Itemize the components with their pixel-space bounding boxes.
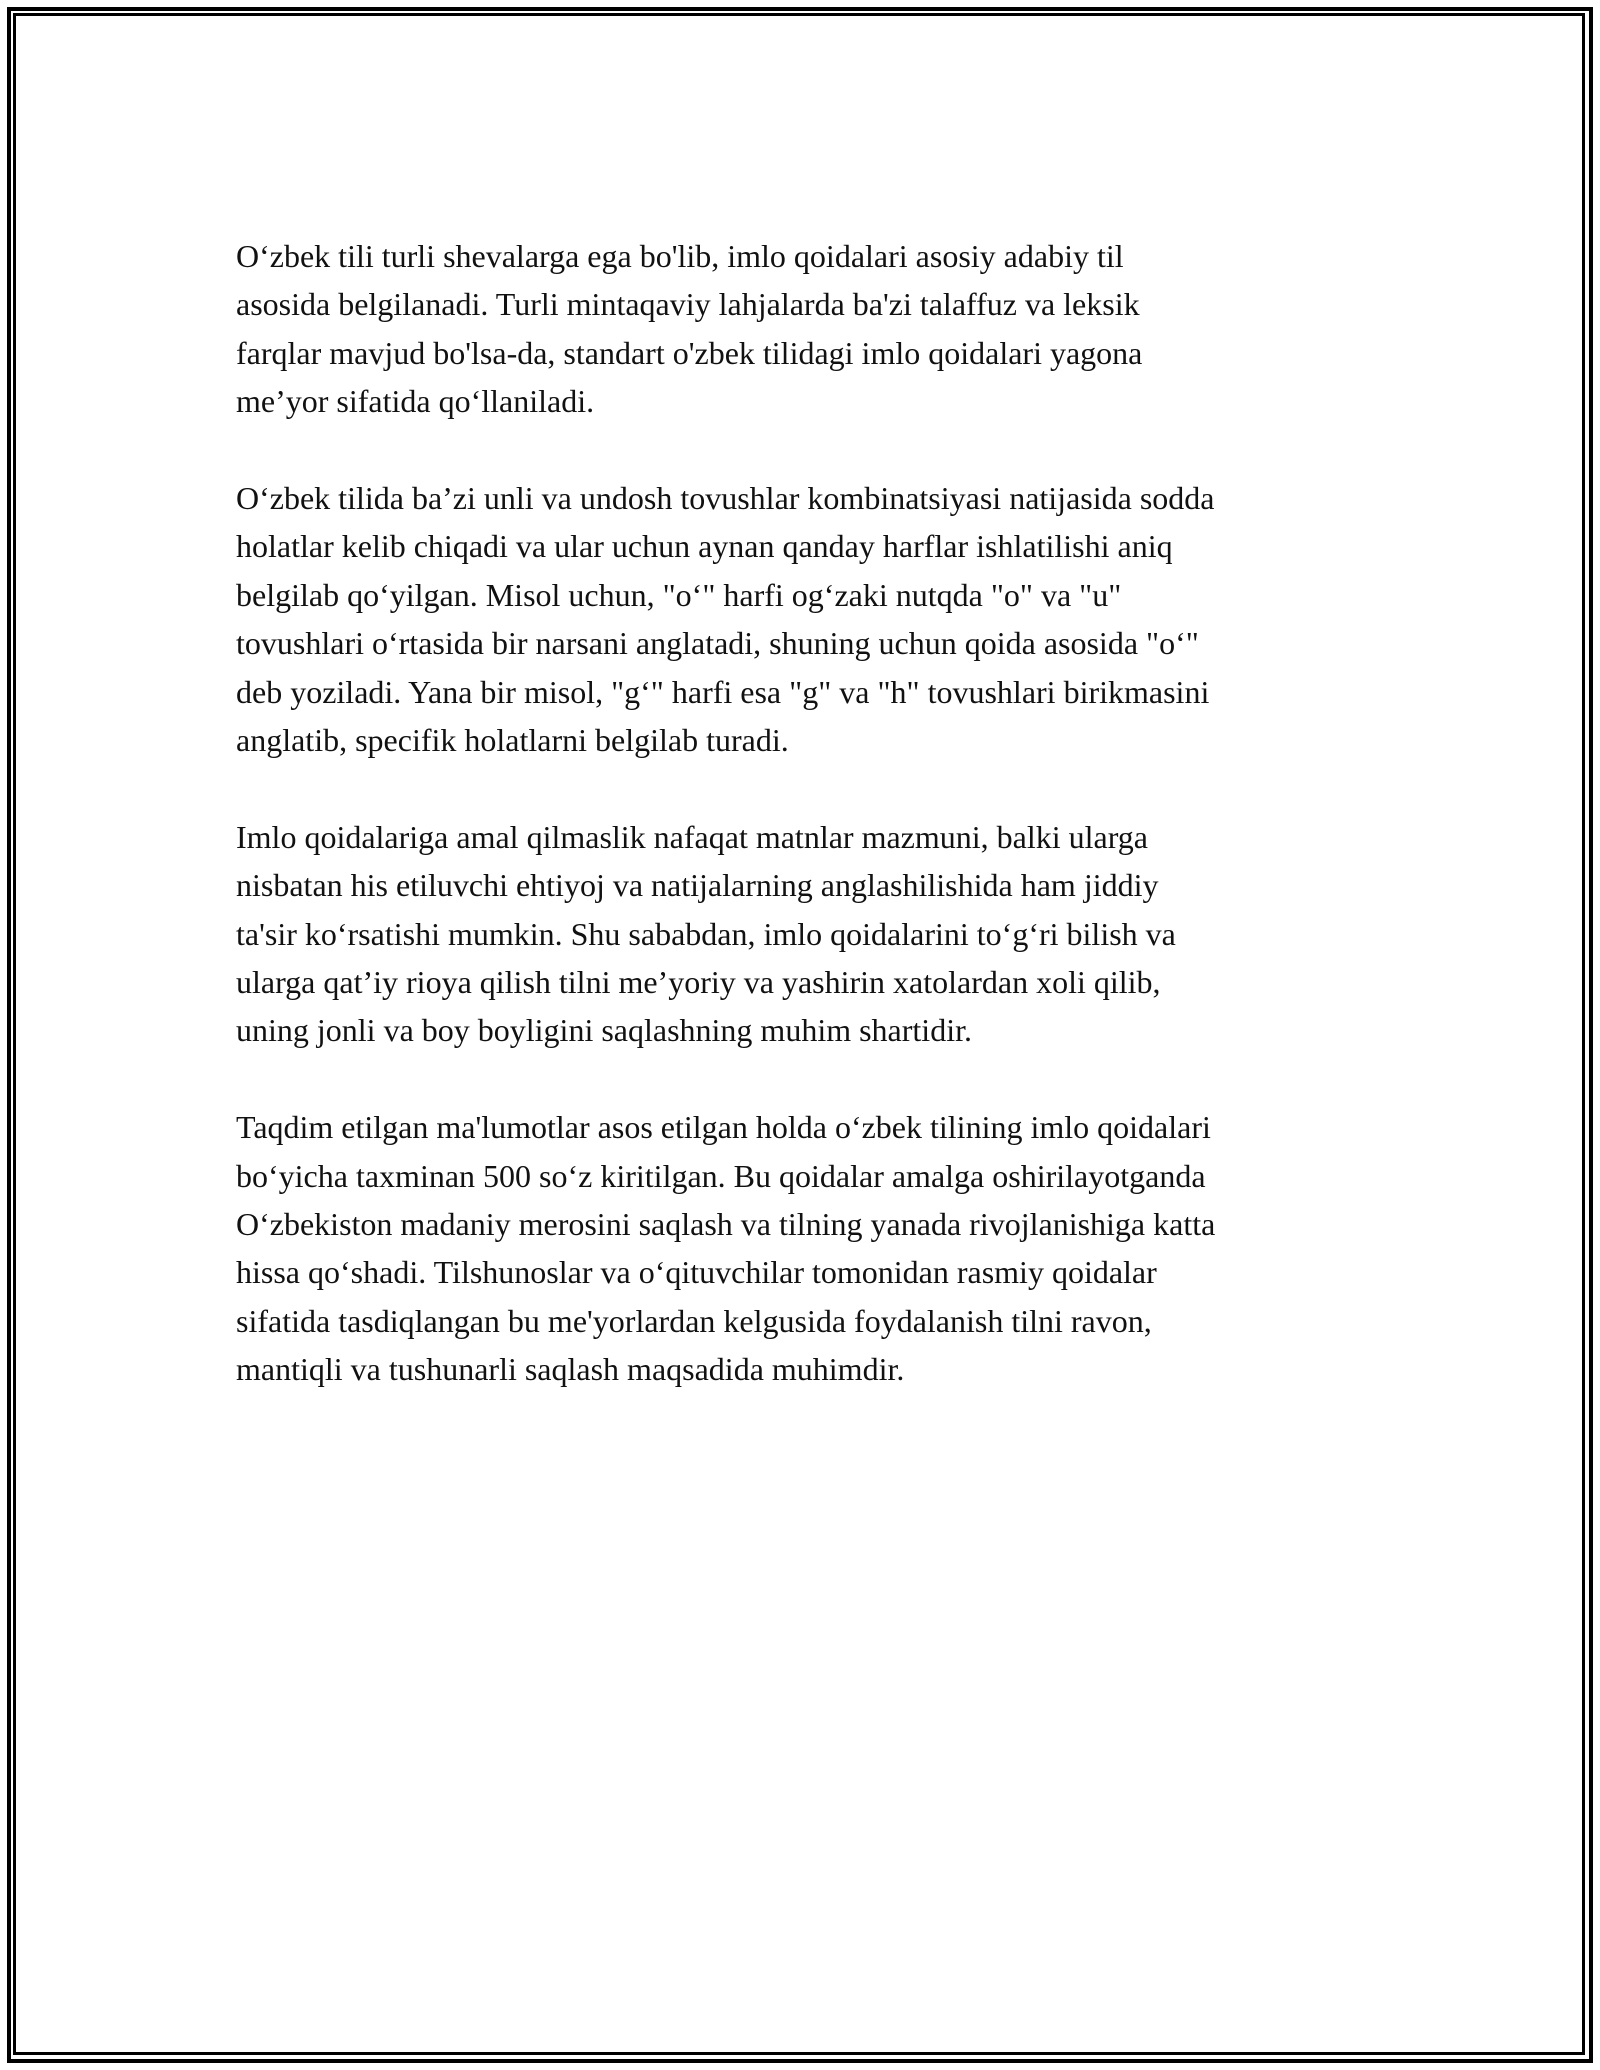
text-line: deb yoziladi. Yana bir misol, "g‘" harfi esa "g" va "h" tovushlari birikmasini <box>236 673 1210 710</box>
text-line: me’yor sifatida qo‘llaniladi. <box>236 383 595 420</box>
text-line: hissa qo‘shadi. Tilshunoslar va o‘qituvchilar tomonidan rasmiy qoidalar <box>236 1254 1157 1291</box>
text-line: ta'sir ko‘rsatishi mumkin. Shu sababdan, imlo qoidalarini to‘g‘ri bilish va <box>236 915 1176 952</box>
paragraph-1 <box>236 232 1370 426</box>
text-line: sifatida tasdiqlangan bu me'yorlardan kelgusida foydalanish tilni ravon, <box>236 1302 1152 1339</box>
text-line: nisbatan his etiluvchi ehtiyoj va natijalarning anglashilishida ham jiddiy <box>236 867 1159 904</box>
text-line: anglatib, specifik holatlarni belgilab turadi. <box>236 722 789 759</box>
text-line: O‘zbek tili turli shevalarga ega bo'lib, imlo qoidalari asosiy adabiy til <box>236 238 1124 274</box>
text-line: mantiqli va tushunarli saqlash maqsadida muhimdir. <box>236 1351 905 1388</box>
text-line: asosida belgilanadi. Turli mintaqaviy lahjalarda ba'zi talaffuz va leksik <box>236 286 1140 323</box>
paragraph-4 <box>236 1103 1370 1393</box>
text-line: belgilab qo‘yilgan. Misol uchun, "o‘" harfi og‘zaki nutqda "o" va "u" <box>236 576 1122 613</box>
paragraph-2 <box>236 474 1370 764</box>
text-line: O‘zbek tilida ba’zi unli va undosh tovushlar kombinatsiyasi natijasida sodda <box>236 480 1215 517</box>
text-line: O‘zbekiston madaniy merosini saqlash va tilning yanada rivojlanishiga katta <box>236 1206 1216 1243</box>
text-line: uning jonli va boy boyligini saqlashning muhim shartidir. <box>236 1012 972 1049</box>
text-line: Imlo qoidalariga amal qilmaslik nafaqat matnlar mazmuni, balki ularga <box>236 818 1148 855</box>
text-line: holatlar kelib chiqadi va ular uchun aynan qanday harflar ishlatilishi aniq <box>236 528 1173 565</box>
text-line: farqlar mavjud bo'lsa-da, standart o'zbek tilidagi imlo qoidalari yagona <box>236 334 1143 371</box>
text-line: tovushlari o‘rtasida bir narsani anglatadi, shuning uchun qoida asosida "o‘" <box>236 625 1199 662</box>
text-line: ularga qat’iy rioya qilish tilni me’yoriy va yashirin xatolardan xoli qilib, <box>236 964 1161 1001</box>
text-line: Taqdim etilgan ma'lumotlar asos etilgan holda o‘zbek tilining imlo qoidalari <box>236 1109 1211 1146</box>
paragraph-3 <box>236 813 1370 1055</box>
text-line: bo‘yicha taxminan 500 so‘z kiritilgan. Bu qoidalar amalga oshirilayotganda <box>236 1157 1206 1194</box>
document-body <box>236 232 1370 1442</box>
